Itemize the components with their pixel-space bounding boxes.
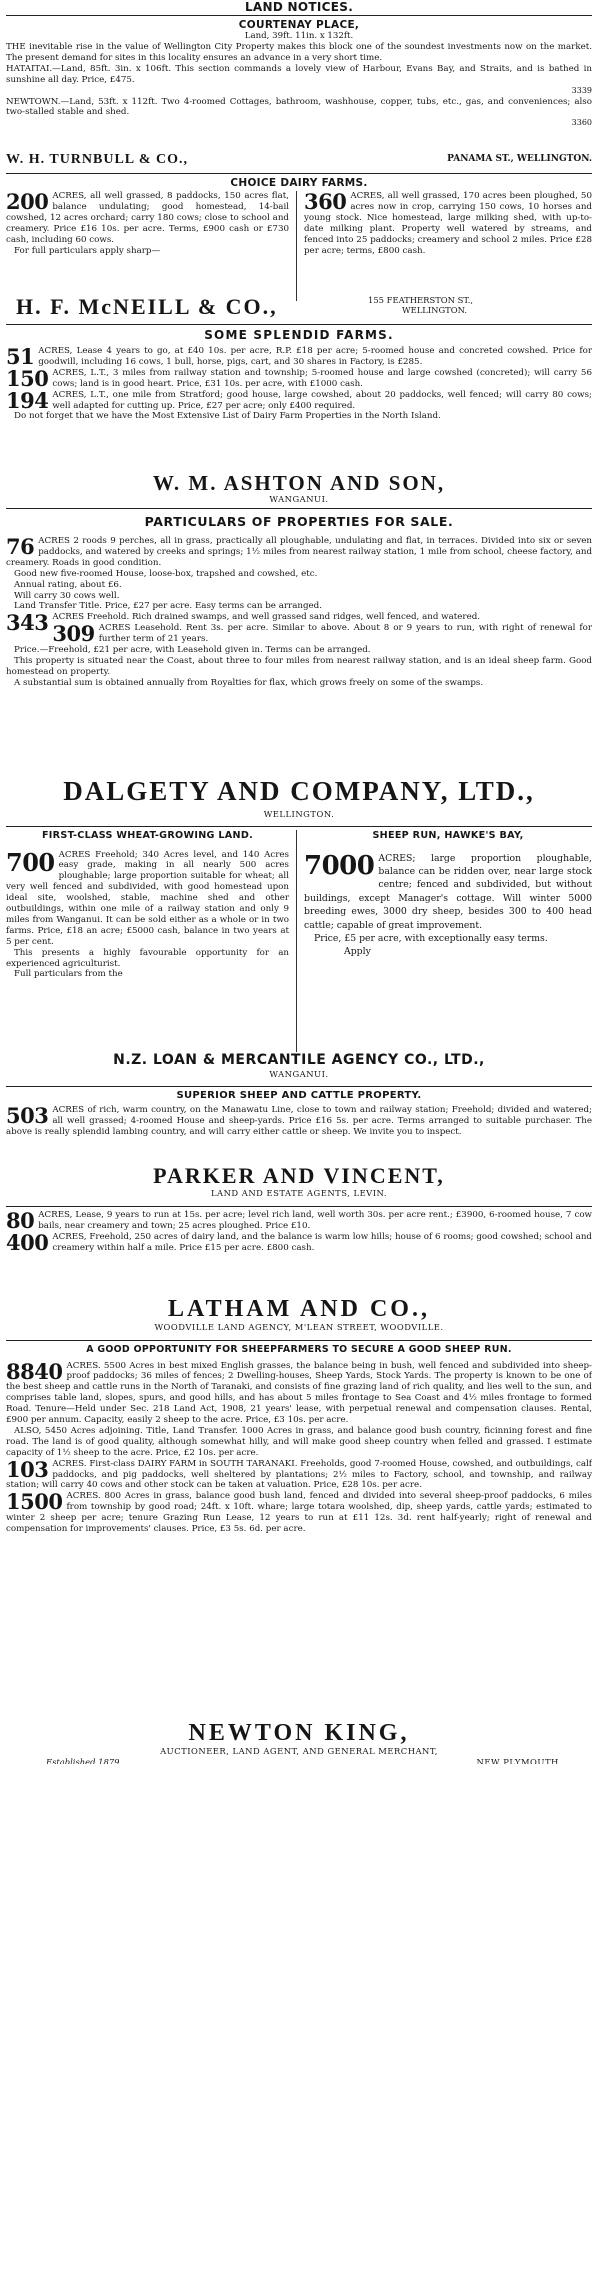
listing-line: Price, £5 per acre, with exceptionally easy terms. [314,932,548,944]
parker-footer [6,1164,592,1200]
listing-text: ACRES, Lease, 9 years to run at 15s. per acre; level rich land, well worth 30s. per acre rent.; £3900, 6-roomed house, 7 cow bails, near creamery and town; 25 acres ploughed. Price £10. [38,1210,592,1231]
divider [6,1086,592,1087]
acre-figure: 7000 [304,850,375,881]
listing-text: ACRES; large proportion ploughable, balance can be ridden over, near large stock centre; fenced and subdivided, but without buildings, except Manager's cottage. Will winter 5000 breeding ewes, 3000 dry sheep, besides 300 to 400 head cattle; capable of great improvement. [304,852,592,931]
acre-figure: 51 [6,344,35,369]
acre-figure: 150 [6,365,49,391]
dairy-right-column [304,191,592,309]
acre-figure: 360 [304,191,347,214]
listing-text: ACRES. 800 Acres in grass, balance good bush land, fenced and divided into several sheep-proof paddocks, 6 miles from township by good road; 24ft. x 10ft. whare; large totara woolshed, dip, sheep yards, cattle yards; estimated to winter 2 sheep per acre; tenure Grazing Run Lease, 12 years to run at £11 12s. 3d. rent half-yearly; right of renewal and compensation for improvements' clauses. Price, £3 5s. 6d. per acre. [6,1491,592,1535]
listing-line: ALSO, 5450 Acres adjoining. Title, Land Transfer. 1000 Acres in grass, and balance good bush country, ficinning forest and fine road. The land is of good quality, although somewhat hilly, and will make good sheep country when felled and grassed. I estimate capacity of 1½ sheep to the acre. Price, £2 10s. per acre. [6,1425,592,1458]
firm-name: LATHAM AND CO., [168,1296,430,1322]
advert-title: FIRST-CLASS WHEAT-GROWING LAND. [41,830,254,841]
established-note: Established 1879. [46,1756,123,1764]
firm-name: PARKER AND VINCENT, [153,1164,445,1188]
advert-paragraph: THE inevitable rise in the value of Wellington City Property makes this block one of the soundest investments now on the market. The present demand for sites in this locality ensures an advance in a very short time. [6,42,592,63]
acre-figure: 200 [6,191,49,214]
acre-figure: 103 [6,1456,49,1482]
advert-paragraph: NEWTOWN.—Land, 53ft. x 112ft. Two 4-roomed Cottages, bathroom, washhouse, copper, tubs, etc., gas, and conveniences; also two-stalled stable and shed. [6,96,592,118]
firm-place: WANGANUI. [269,494,329,504]
firm-place: NEW PLYMOUTH. [476,1756,562,1764]
newton-king-advert [6,1344,592,1720]
acre-figure: 700 [6,847,55,877]
ref-number: 3339 [571,85,592,95]
firm-address: 155 FEATHERSTON ST., [368,295,474,305]
advert-subtitle: Land, 39ft. 11in. x 132ft. [244,31,354,41]
divider [6,324,592,325]
listing-line: Price.—Freehold, £21 per acre, with Leasehold given in. Terms can be arranged. [14,645,371,656]
listing-text: ACRES Leasehold. Rent 3s. per acre. Similar to above. About 8 or 9 years to run, with right of renewal for further term of 21 years. [98,623,592,645]
acre-figure: 343 [6,610,49,636]
listing-line: This presents a highly favourable opportunity for an experienced agriculturist. [6,947,289,969]
turnbull-footer [6,152,592,170]
latham-advert [6,1210,592,1296]
listing-line: A substantial sum is obtained annually from Royalties for flax, which grows freely on some of the swamps. [14,677,484,688]
acre-figure: 80 [6,1210,35,1233]
ashton-advert [6,328,592,486]
divider [6,826,592,827]
firm-subtitle: AUCTIONEER, LAND AGENT, AND GENERAL MERCHANT, [160,1746,438,1756]
listing-text: ACRES Freehold; 340 Acres level, and 140 Acres easy grade, making in all nearly 500 acres ploughable; large proportion suitable for wheat; all very well fenced and subdivided, with good homestead upon ideal site, woolshed, stable, machine shed and other outbuildings, within one mile of a railway station and only 9 miles from Wanganui. It can be sold either as a whole or in two farms. Price, £18 an acre; £5000 cash, balance in two years at 5 per cent. [6,849,289,947]
firm-subtitle: LAND AND ESTATE AGENTS, LEVIN. [210,1188,387,1198]
listing-line: Annual rating, about £6. [14,579,122,590]
listing-text: ACRES 2 roods 9 perches, all in grass, practically all ploughable, undulating and flat, in terraces. Divided into six or seven paddocks, and watered by creeks and springs; 1½ miles from nearest railway station, 1 mile from school, cheese factory, and creamery. Roads in good condition. [6,536,592,568]
firm-subtitle: WOODVILLE LAND AGENCY, M'LEAN STREET, WOODVILLE. [154,1322,444,1332]
advert-title: SOME SPLENDID FARMS. [204,328,394,342]
advert-paragraph: HATAITAI.—Land, 85ft. 3in. x 106ft. This section commands a lovely view of Harbour, Evans Bay, and Straits, and is bathed in sunshine all day. Price, £475. [6,63,592,85]
wheat-land-column [6,830,289,1066]
nzloan-footer [6,1052,592,1084]
firm-name: H. F. McNEILL & CO., [16,295,278,319]
acre-figure: 8840 [6,1358,63,1384]
acre-figure: 309 [52,621,95,647]
listing-note: Do not forget that we have the Most Extensive List of Dairy Farm Properties in the North Island. [14,411,441,422]
column-divider [296,191,297,301]
listing-line: Full particulars from the [14,969,123,980]
listing-text: ACRES Freehold. Rich drained swamps, and well grassed sand ridges, well fenced, and watered. [52,612,481,623]
firm-place: WELLINGTON. [263,809,335,819]
ashton-footer [6,472,592,504]
divider [6,173,592,174]
firm-name: N.Z. LOAN & MERCANTILE AGENCY CO., LTD., [113,1052,485,1068]
dalgety-footer [6,776,592,822]
listing-line: Will carry 30 cows well. [14,590,120,601]
divider [6,1340,592,1341]
firm-name: W. H. TURNBULL & CO., [6,152,189,167]
firm-name: DALGETY AND COMPANY, LTD., [63,776,535,806]
listing-line: Good new five-roomed House, loose-box, trapshed and cowshed, etc. [14,568,318,579]
listing-line: Apply [344,946,371,958]
newton-king-footer [6,1720,592,1764]
sheep-run-column [304,830,592,1066]
firm-city: WELLINGTON. [402,305,468,315]
firm-place: WANGANUI. [269,1069,329,1079]
listing-text: ACRES, L.T., 3 miles from railway station and township; 5-roomed house and large cowshed (concreted); will carry 56 cows; land is in good heart. Price, £31 10s. per acre, with £1000 cash. [52,367,592,389]
acre-figure: 503 [6,1103,49,1128]
listing-text: ACRES, Lease 4 years to go, at £40 10s. per acre, R.P. £18 per acre; 5-roomed house and concreted cowshed. Price for goodwill, including 16 cows, 1 bull, horse, pigs, cart, and 30 shares in Factory, is £285. [38,346,592,367]
listing-text: ACRES, Freehold, 250 acres of dairy land, and the balance is warm low hills; house of 6 rooms; good cowshed; school and creamery within half a mile. Price £15 per acre. £800 cash. [52,1231,592,1253]
listing-text: ACRES. 5500 Acres in best mixed English grasses, the balance being in bush, well fenced and subdivided into sheep-proof paddocks; 36 miles of fences; 2 Dwelling-houses, Sheep Yards, Stock Yards. The property is known to be one of the best sheep and cattle runs in the North of Taranaki, and consists of fine grazing land of rich quality, and lies well to the sun, and comprises table land, slopes, spurs, and good hills, and has about 5 miles frontage to Sea Coast and 4½ miles frontage to formed Road. Tenure—Held under Sec. 218 Land Act, 1908, 21 years' lease, with perpetual renewal and compensation clauses. Rental, £900 per annum. Capacity, easily 2 sheep to the acre. Price, £3 10s. per acre. [6,1360,592,1426]
listing-text: ACRES, all well grassed, 170 acres been ploughed, 50 acres now in crop, carrying 150 cows, 10 horses and young stock. Nice homestead, large milking shed, with up-to-date milking plant. Property well watered by streams, and fenced into 25 paddocks; creamery and school 2 miles. Price £28 per acre; terms, £800 cash. [304,191,592,256]
acre-figure: 76 [6,534,35,559]
firm-name: W. M. ASHTON AND SON, [152,472,446,495]
latham-footer [6,1296,592,1336]
mcneill-footer [6,295,592,321]
divider [6,15,592,16]
divider [6,1206,592,1207]
dalgety-advert [6,514,592,776]
firm-address: PANAMA ST., WELLINGTON. [447,154,592,164]
listing-line: This property is situated near the Coast, about three to four miles from nearest railway station, and is an ideal sheep farm. Good homestead on property. [6,655,592,677]
acre-figure: 194 [6,387,49,413]
listing-line: Land Transfer Title. Price, £27 per acre. Easy terms can be arranged. [14,601,322,612]
listing-note: For full particulars apply sharp— [14,245,161,256]
listing-text: ACRES, L.T., one mile from Stratford; good house, large cowshed, about 20 paddocks, well fenced; will carry 80 cows; well adapted for cutting up. Price, £27 per acre; only £400 required. [52,389,592,411]
advert-title: SHEEP RUN, HAWKE'S BAY, [372,830,524,841]
listing-text: ACRES of rich, warm country, on the Manawatu Line, close to town and railway station; Freehold; divided and watered; all well grassed; 4-roomed House and sheep-yards. Price £16 5s. per acre. Terms arranged to suitable purchaser. The above is really splendid lambing country, and will carry either cattle or sheep. We invite you to inspect. [6,1105,592,1137]
column-divider [296,830,297,1052]
dairy-left-column [6,191,289,309]
advert-title: SUPERIOR SHEEP AND CATTLE PROPERTY. [176,1090,422,1101]
acre-figure: 400 [6,1229,49,1255]
advert-title: PARTICULARS OF PROPERTIES FOR SALE. [144,514,454,529]
page-header: LAND NOTICES. [244,0,354,14]
ref-number: 3360 [571,118,592,128]
firm-name: NEWTON KING, [188,1720,410,1746]
listing-text: ACRES, all well grassed, 8 paddocks, 150 acres flat, balance undulating; good homestead, 14-bail cowshed, 12 acres orchard; carry 180 cows; close to school and creamery. Price £16 10s. per acre. Terms, £900 cash or £730 cash, including 60 cows. [6,191,289,245]
listing-text: ACRES. First-class DAIRY FARM in SOUTH TARANAKI. Freeholds, good 7-roomed House, cowshed, and outbuildings, calf paddocks, and pig paddocks, well sheltered by plantations; 2½ miles to Factory, school, and township, and railway station; will carry 40 cows and other stock can be taken at valuation. Price, £28 10s. per acre. [6,1458,592,1491]
courtenay-advert [6,19,592,169]
advert-title: A GOOD OPPORTUNITY FOR SHEEPFARMERS TO SECURE A GOOD SHEEP RUN. [86,1344,512,1355]
advert-title: CHOICE DAIRY FARMS. [230,177,368,189]
divider [6,508,592,509]
acre-figure: 1500 [6,1489,63,1515]
advert-title: COURTENAY PLACE, [238,19,360,31]
